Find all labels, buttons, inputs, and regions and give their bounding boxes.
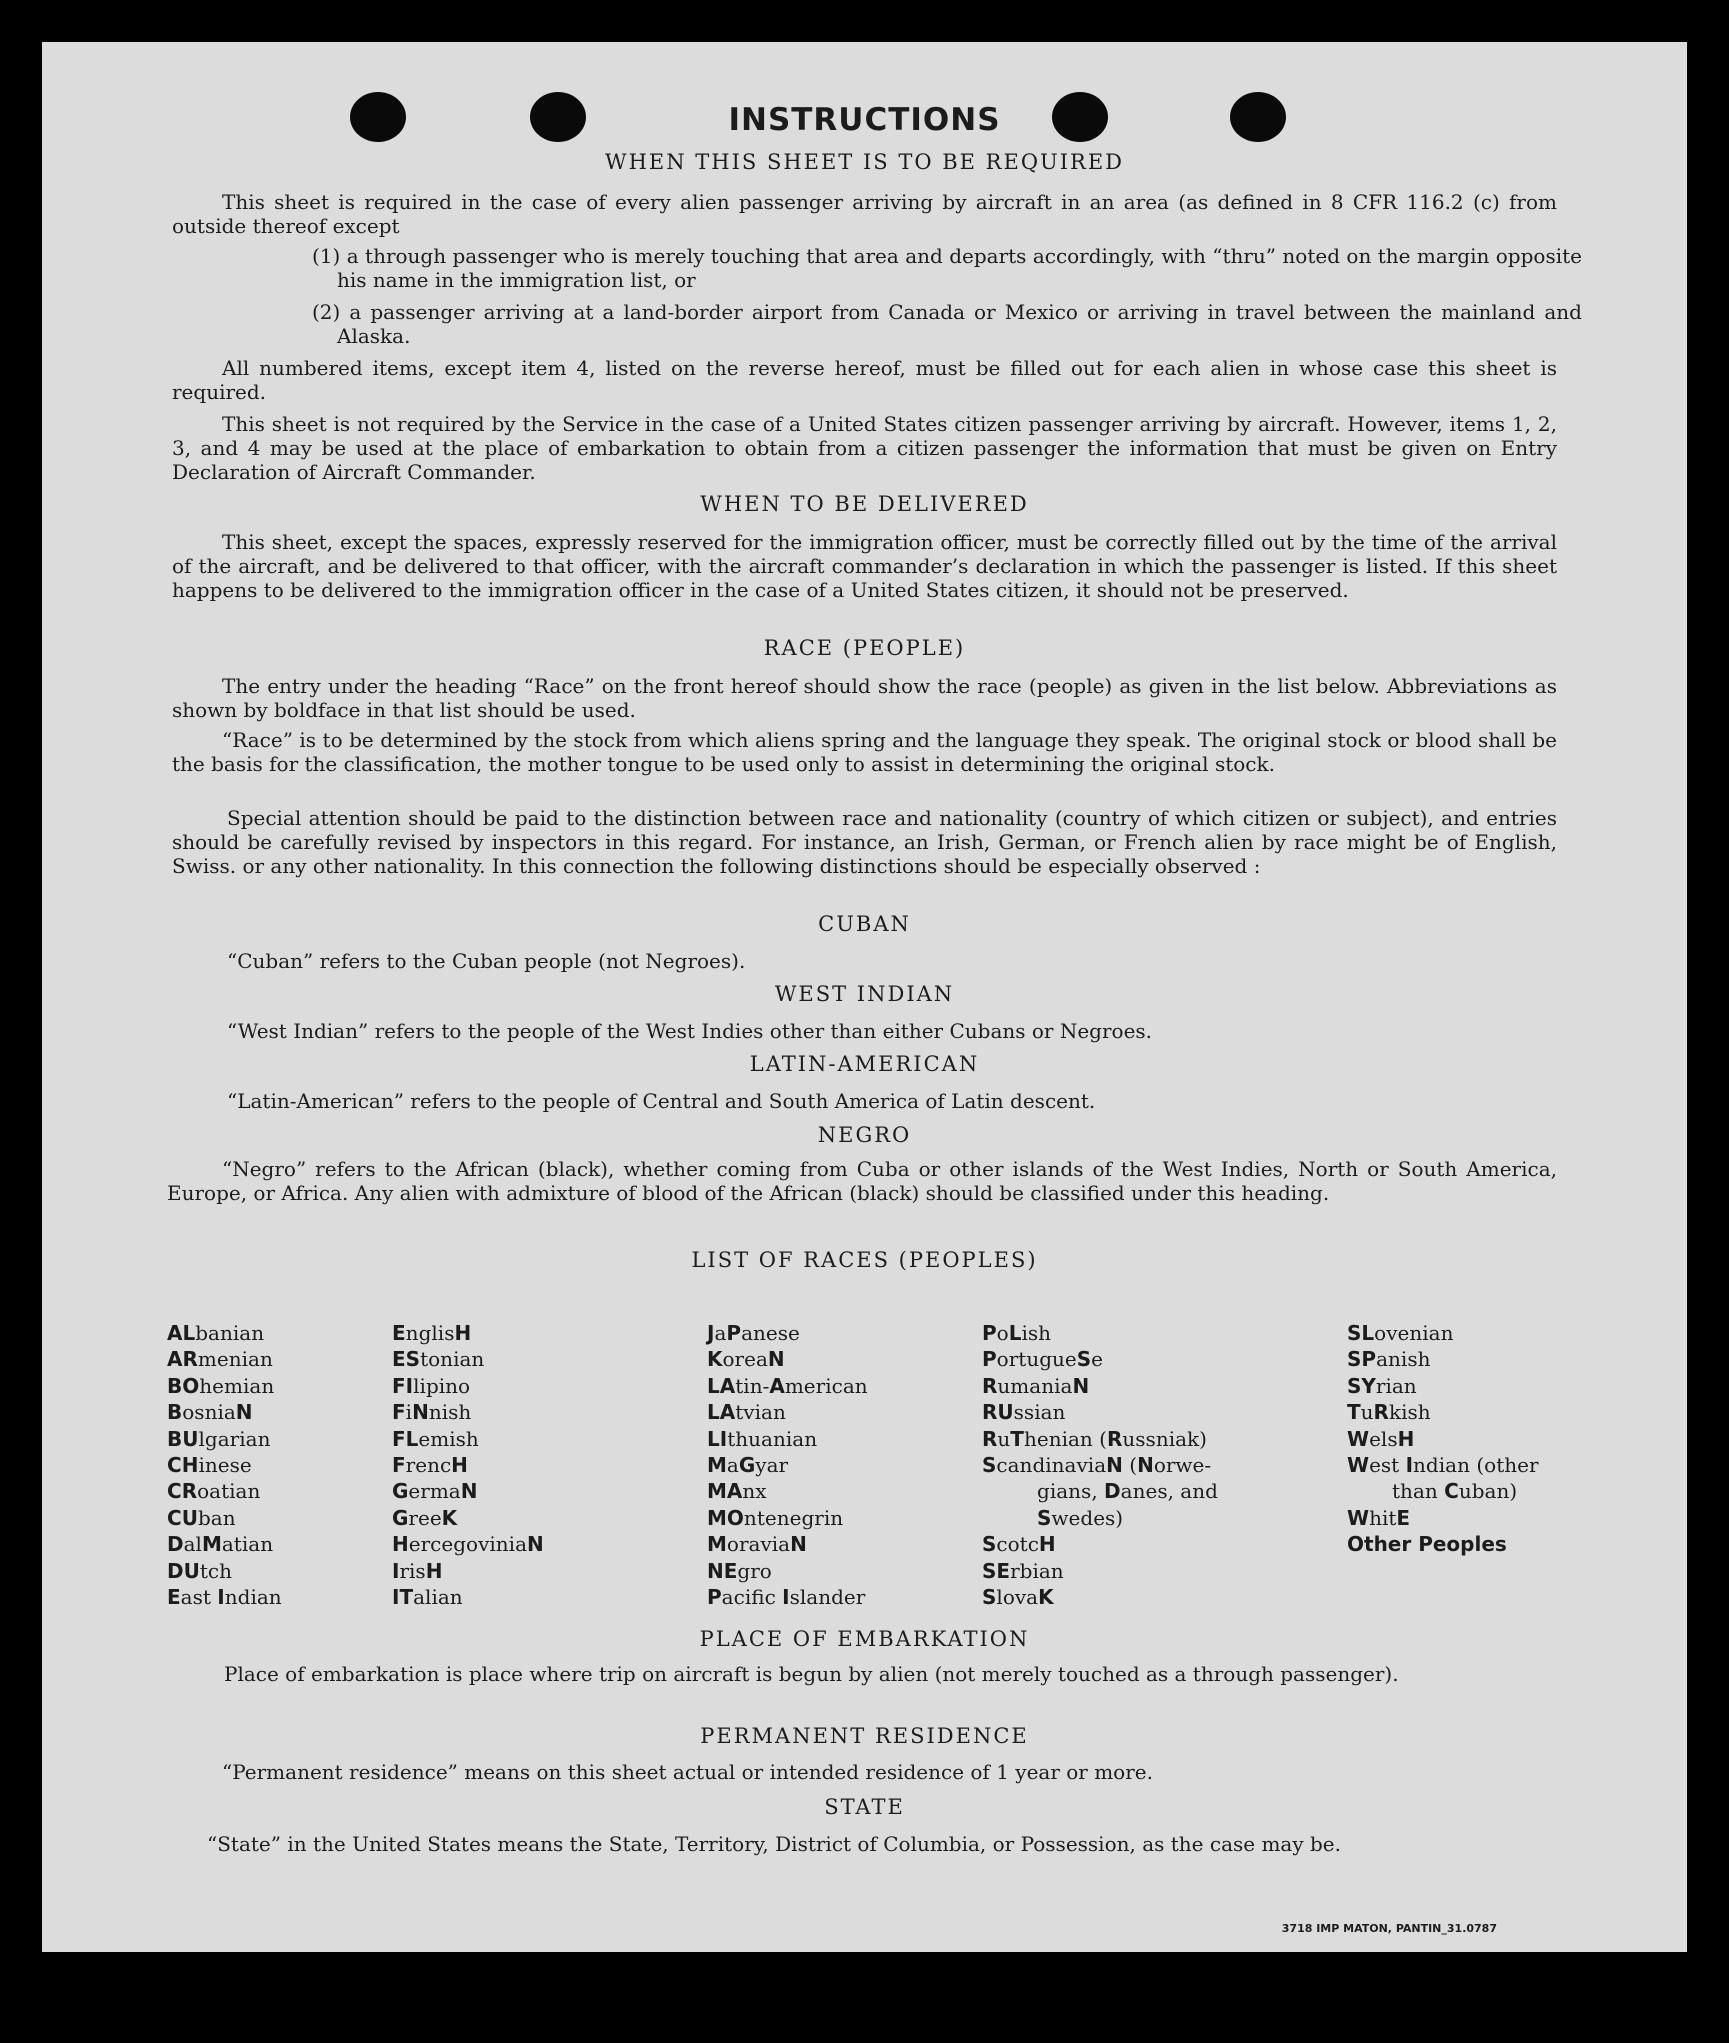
race-item: EnglisH: [392, 1321, 472, 1345]
race-item: West Indian (other: [1347, 1452, 1539, 1477]
race-item: IrisH: [392, 1558, 443, 1583]
paragraph-west-indian: “West Indian” refers to the people of the West Indies other than either Cubans or Negroes.: [227, 1019, 1153, 1043]
race-item: KoreaN: [707, 1347, 785, 1372]
race-item: gians, Danes, and: [1037, 1479, 1218, 1504]
race-item: DalMatian: [167, 1532, 274, 1557]
race-item: JaPanese: [707, 1321, 800, 1345]
race-item: SErbian: [982, 1558, 1064, 1583]
race-item: PoLish: [982, 1321, 1052, 1345]
paragraph-negro: “Negro” refers to the African (black), whether coming from Cuba or other islands of the West Indies, North or South America, Europe, or Africa. Any alien with admixture of blood of the African (black) should be classified under this heading.: [167, 1157, 1557, 1205]
paragraph-race-1: The entry under the heading “Race” on the front hereof should show the race (people) as given in the list below. Abbreviations as shown by boldface in that list should be used.: [172, 674, 1557, 722]
race-item: SYrian: [1347, 1373, 1417, 1398]
race-item: than Cuban): [1392, 1479, 1518, 1504]
heading-when-delivered: WHEN TO BE DELIVERED: [700, 492, 1029, 516]
race-column-1: [167, 1320, 282, 1610]
race-item: ScandinaviaN (Norwe-: [982, 1452, 1212, 1477]
paragraph-state: “State” in the United States means the State, Territory, District of Columbia, or Possession, as the case may be.: [207, 1832, 1341, 1856]
race-item: FrencH: [392, 1452, 468, 1477]
instruction-sheet: [42, 42, 1687, 1952]
race-item: MoraviaN: [707, 1532, 807, 1557]
race-item: BosniaN: [167, 1400, 253, 1425]
heading-west-indian: WEST INDIAN: [774, 982, 955, 1006]
race-item: ScotcH: [982, 1532, 1056, 1557]
race-item: GreeK: [392, 1505, 458, 1530]
race-item: DUtch: [167, 1558, 232, 1583]
paragraph-residence: “Permanent residence” means on this sheet actual or intended residence of 1 year or more.: [222, 1760, 1153, 1784]
heading-embarkation: PLACE OF EMBARKATION: [699, 1627, 1030, 1651]
race-item: FiNnish: [392, 1400, 472, 1425]
race-item: SLovenian: [1347, 1321, 1454, 1345]
paragraph-race-2: “Race” is to be determined by the stock from which aliens spring and the language they speak. The original stock or blood shall be the basis for the classification, the mother tongue to be used only to assist in determining the original stock.: [172, 728, 1557, 776]
heading-cuban: CUBAN: [818, 912, 911, 936]
heading-list-of-races: LIST OF RACES (PEOPLES): [691, 1248, 1038, 1272]
race-item: SlovaK: [982, 1584, 1054, 1609]
heading-race: RACE (PEOPLE): [763, 636, 966, 660]
race-item: WhitE: [1347, 1505, 1411, 1530]
race-item: CHinese: [167, 1452, 252, 1477]
heading-residence: PERMANENT RESIDENCE: [700, 1724, 1029, 1748]
heading-state: STATE: [824, 1795, 905, 1819]
race-column-4: [982, 1320, 1218, 1610]
heading-when-required: WHEN THIS SHEET IS TO BE REQUIRED: [604, 150, 1125, 174]
race-item: GermaN: [392, 1479, 478, 1504]
paragraph-cuban: “Cuban” refers to the Cuban people (not Negroes).: [227, 949, 746, 973]
race-item: Swedes): [1037, 1505, 1124, 1530]
paragraph-latin-american: “Latin-American” refers to the people of Central and South America of Latin descent.: [227, 1089, 1096, 1113]
paragraph-delivered: This sheet, except the spaces, expressly reserved for the immigration officer, must be correctly filled out by the time of the arrival of the aircraft, and be delivered to that officer, with the aircraft commander’s declaration in which the passenger is listed. If this sheet happens to be delivered to the immigration officer in the case of a United States citizen, it should not be preserved.: [172, 530, 1557, 602]
heading-latin-american: LATIN-AMERICAN: [749, 1052, 980, 1076]
race-item: Other Peoples: [1347, 1532, 1507, 1557]
race-item: FLemish: [392, 1426, 479, 1451]
heading-negro: NEGRO: [817, 1123, 912, 1147]
race-item: PortugueSe: [982, 1347, 1104, 1372]
race-item: MaGyar: [707, 1452, 789, 1477]
race-column-5: [1347, 1320, 1539, 1558]
race-item: TuRkish: [1347, 1400, 1431, 1425]
paragraph-embarkation: Place of embarkation is place where trip on aircraft is begun by alien (not merely touched as a through passenger).: [224, 1662, 1399, 1686]
page-title: INSTRUCTIONS: [728, 102, 1001, 138]
race-item: HercegoviniaN: [392, 1532, 544, 1557]
race-item: LAtvian: [707, 1400, 786, 1425]
race-item: East Indian: [167, 1584, 282, 1609]
race-item: ALbanian: [167, 1321, 265, 1345]
race-item: ITalian: [392, 1584, 463, 1609]
paragraph-required: This sheet is required in the case of every alien passenger arriving by aircraft in an area (as defined in 8 CFR 116.2 (c) from outside thereof except: [172, 190, 1557, 238]
race-item: LAtin-American: [707, 1373, 868, 1398]
race-item: CRoatian: [167, 1479, 261, 1504]
paragraph-citizen: This sheet is not required by the Service in the case of a United States citizen passenger arriving by aircraft. However, items 1, 2, 3, and 4 may be used at the place of embarkation to obtain from a citizen passenger the information that must be given on Entry Declaration of Aircraft Commander.: [172, 412, 1557, 484]
paragraph-numbered-items: All numbered items, except item 4, listed on the reverse hereof, must be filled out for each alien in whose case this sheet is required.: [172, 356, 1557, 404]
paragraph-race-3: Special attention should be paid to the distinction between race and nationality (country of which citizen or subject), and entries should be carefully revised by inspectors in this regard. For instance, an Irish, German, or French alien by race might be of English, Swiss. or any other nationality. In this connection the following distinctions should be especially observed :: [172, 806, 1557, 878]
race-item: EStonian: [392, 1347, 485, 1372]
race-item: LIthuanian: [707, 1426, 818, 1451]
race-item: Pacifc Islander: [707, 1584, 866, 1609]
race-item: RuThenian (Russniak): [982, 1426, 1207, 1451]
race-item: RUssian: [982, 1400, 1066, 1425]
paragraph-exception-1: (1) a through passenger who is merely touching that area and departs accordingly, with “thru” noted on the margin opposite his name in the immigration list, or: [312, 244, 1582, 292]
printer-mark: 3718 IMP MATON, PANTIN_31.0787: [1281, 1922, 1497, 1935]
race-item: MOntenegrin: [707, 1505, 844, 1530]
paragraph-exception-2: (2) a passenger arriving at a land-border airport from Canada or Mexico or arriving in travel between the mainland and Alaska.: [312, 300, 1582, 348]
race-item: FIlipino: [392, 1373, 471, 1398]
race-item: RumaniaN: [982, 1373, 1090, 1398]
race-item: NEgro: [707, 1558, 772, 1583]
race-column-3: [707, 1320, 868, 1610]
race-item: WelsH: [1347, 1426, 1415, 1451]
race-column-2: [392, 1320, 544, 1610]
race-item: CUban: [167, 1505, 236, 1530]
race-item: MAnx: [707, 1479, 767, 1504]
race-list: [167, 1320, 1587, 1620]
race-item: ARmenian: [167, 1347, 273, 1372]
race-item: BOhemian: [167, 1373, 275, 1398]
race-item: BUlgarian: [167, 1426, 271, 1451]
race-item: SPanish: [1347, 1347, 1431, 1372]
